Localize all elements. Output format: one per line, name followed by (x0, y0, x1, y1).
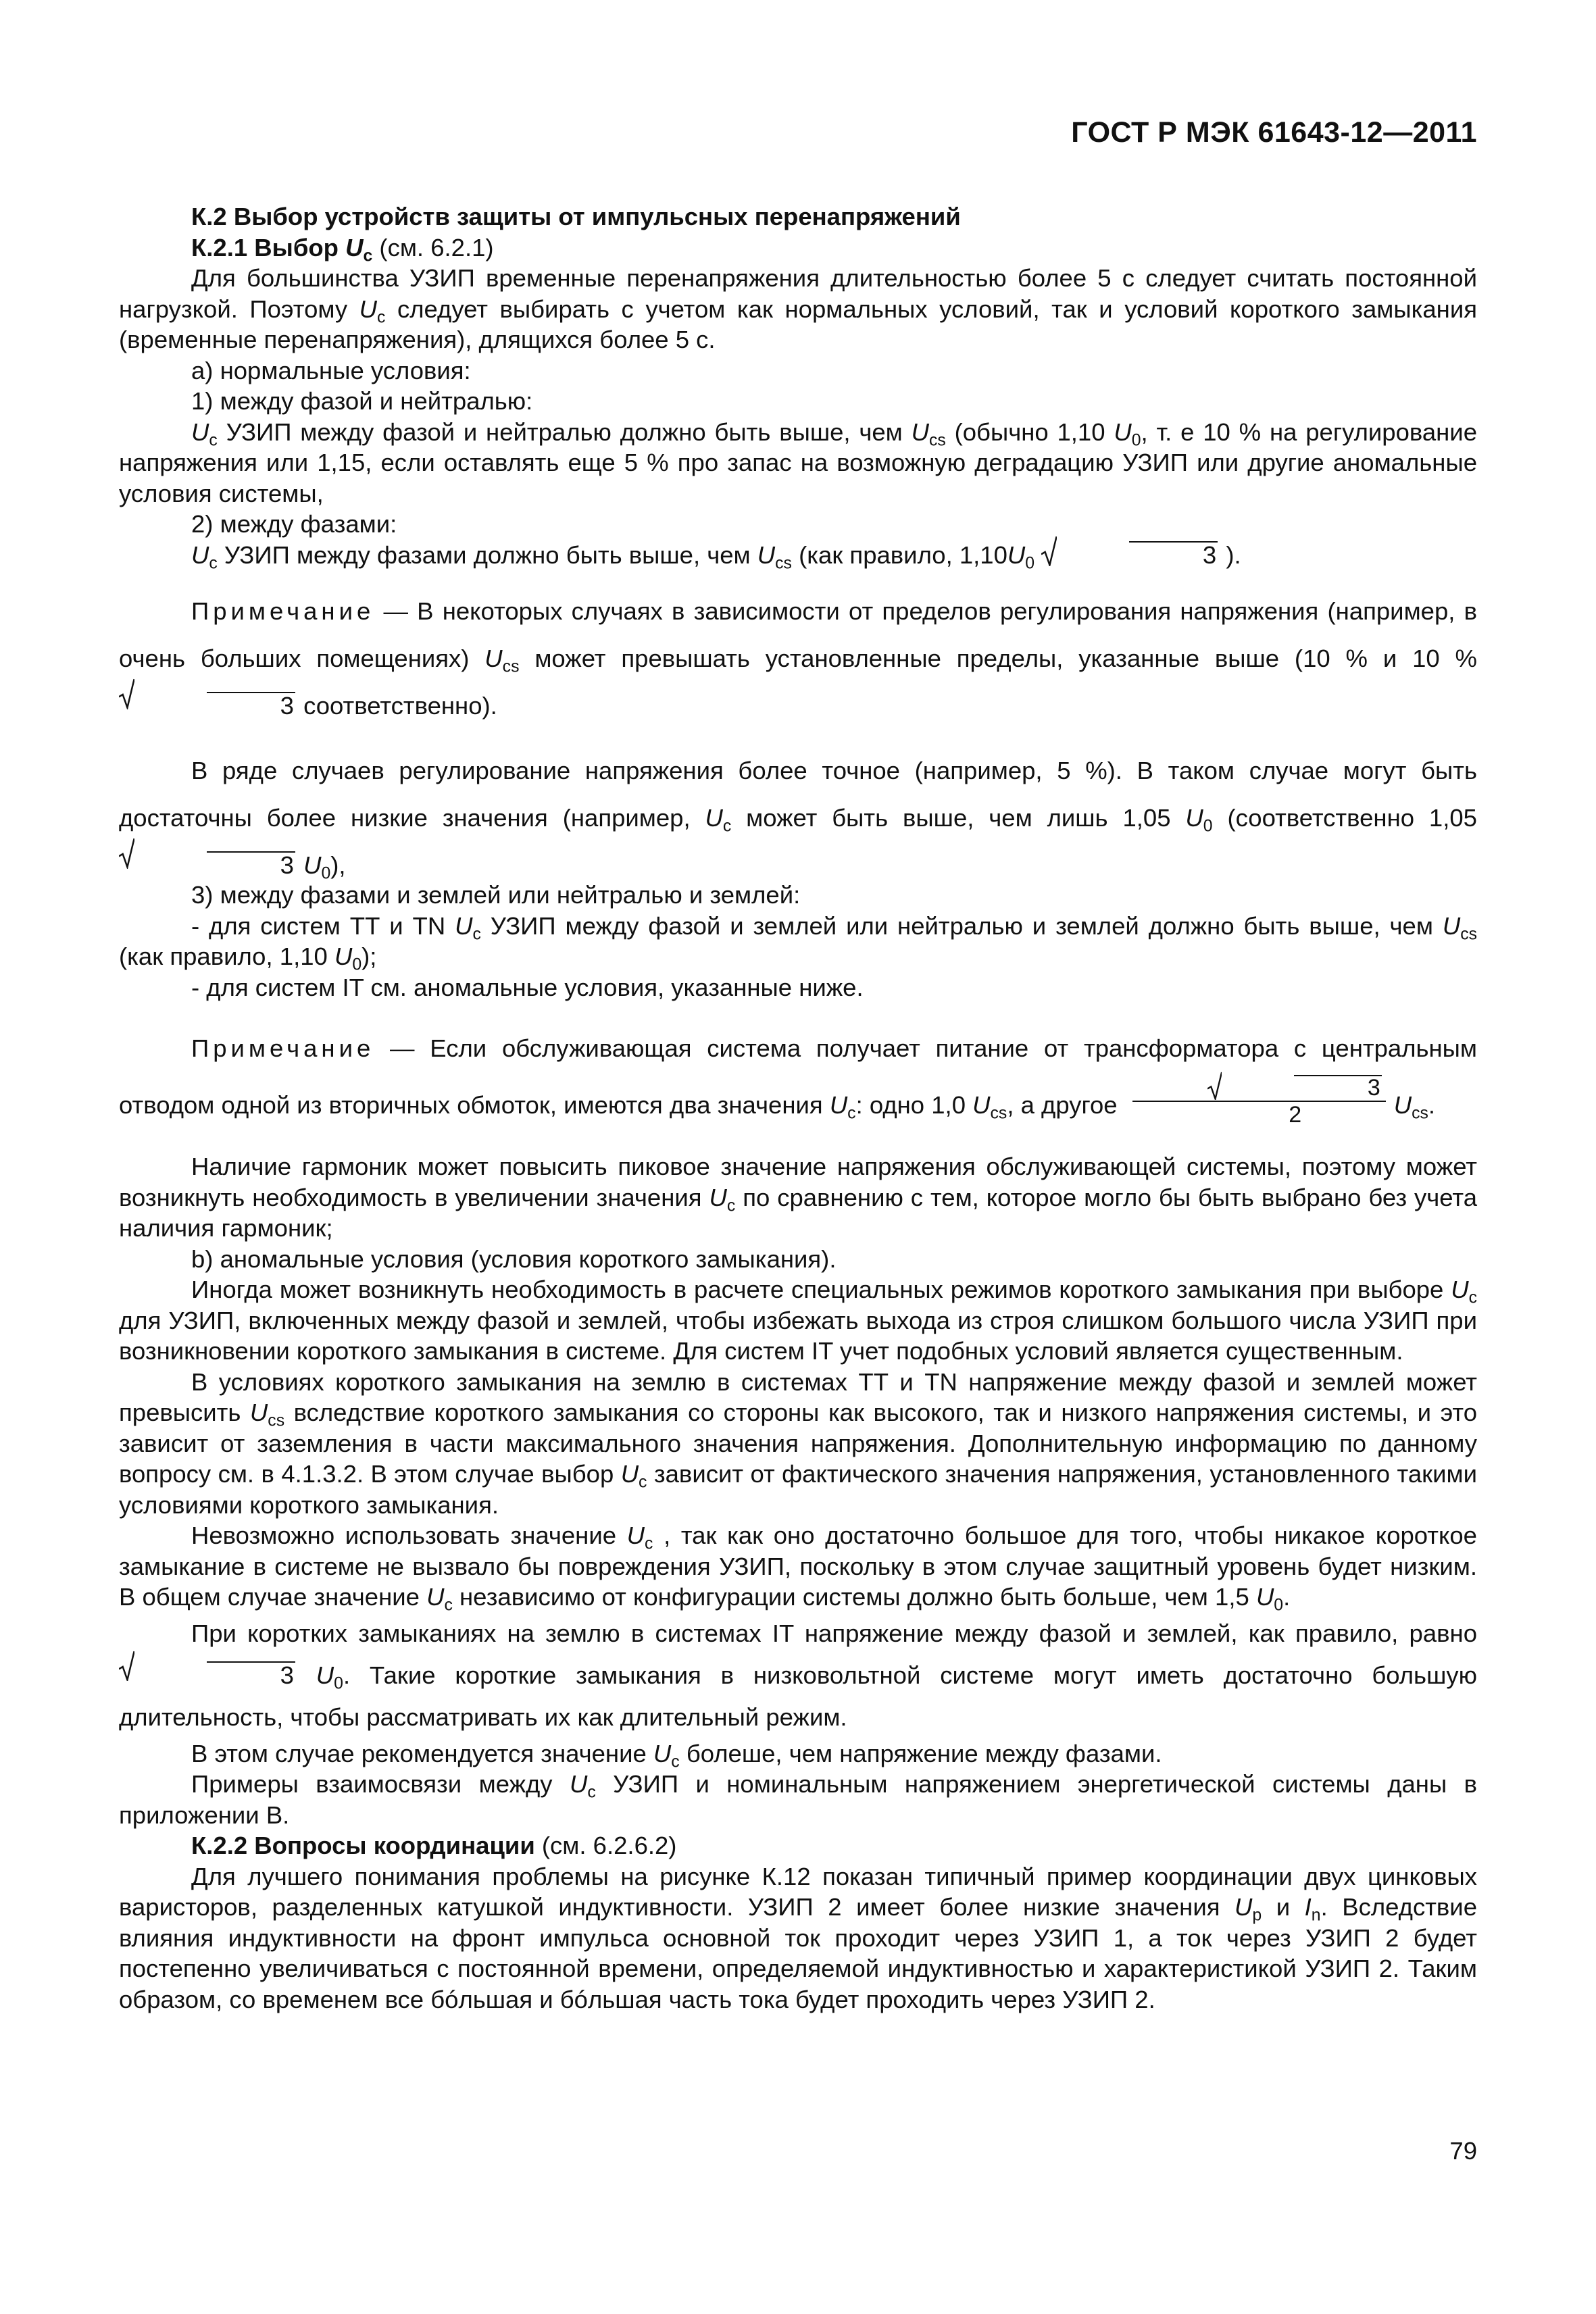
paragraph: Иногда может возникнуть необходимость в расчете специальных режимов короткого замыкания при выборе $U_c$ для УЗИП, включенных между фазой и землей, чтобы избежать выхода из строя слишком большого числа УЗИП при возникновении короткого замыкания в системе. Для систем IT учет подобных условий является существенным. (119, 1276, 1477, 1365)
note-label: Примечание (191, 597, 375, 625)
paragraph: $U_c$ УЗИП между фазами должно быть выше, чем $U_{cs}$ (как правило, $1,10U_0$ 3 ). (119, 540, 1477, 571)
sqrt-symbol: 3 (119, 842, 295, 889)
paragraph: Невозможно использовать значение $U_c$ , так как оно достаточно большое для того, чтобы никакое короткое замыкание в системе не вызвало бы повреждения УЗИП, поскольку в этом случае защитный уровень будет низким. В общем случае значение $U_c$ независимо от конфигурации системы должно быть больше, чем 1,5 $U_0$. (119, 1521, 1477, 1615)
paragraph: В этом случае рекомендуется значение $U_c$ болеше, чем напряжение между фазами. (191, 1739, 1162, 1771)
document-header: ГОСТ Р МЭК 61643-12—2011 (1071, 116, 1477, 149)
note-label: Примечание (191, 1034, 375, 1062)
list-item-3: 3) между фазами и землей или нейтралью и землей: (191, 881, 801, 909)
section-heading-k21: К.2.1 Выбор $U_c$ (см. 6.2.1) (191, 233, 494, 265)
list-item-b: b) аномальные условия (условия короткого замыкания). (191, 1244, 837, 1273)
list-item-a: а) нормальные условия: (191, 356, 471, 384)
sqrt-symbol: 3 (1041, 540, 1218, 571)
fraction-sqrt3-over-2: $\frac{3}{2}$ (1132, 1075, 1386, 1128)
list-item-2: 2) между фазами: (191, 510, 397, 538)
paragraph: Наличие гармоник может повысить пиковое значение напряжения обслуживающей системы, поэтому может возникнуть необходимость в увеличении значения $U_c$ по сравнению с тем, которое могло бы быть выбрано без учета наличия гармоник; (119, 1153, 1478, 1242)
page-content (119, 201, 1477, 2015)
list-item-1: 1) между фазой и нейтралью: (191, 387, 533, 415)
paragraph: - для систем IT см. аномальные условия, указанные ниже. (191, 973, 864, 1001)
section-heading-k2: К.2 Выбор устройств защиты от импульсных перенапряжений (191, 203, 961, 230)
sqrt-symbol: 3 (119, 682, 295, 730)
paragraph: Примеры взаимосвязи между $U_c$ УЗИП и номинальным напряжением энергетической системы даны в приложении В. (119, 1770, 1478, 1829)
note: Примечание — В некоторых случаях в зависимости от пределов регулирования напряжения (например, в очень больших помещениях) $U_{cs}$ может превышать установленные пределы, указанные выше (10 % и 10 % 3 соответственно). (119, 588, 1477, 730)
paragraph: $U_c$ УЗИП между фазой и нейтралью должно быть выше, чем $U_{cs}$ (обычно 1,10 $U_0$, т. е 10 % на регулирование напряжения или 1,15, если оставлять еще 5 % про запас на возможную деградацию УЗИП или другие аномальные условия системы, (119, 418, 1477, 507)
paragraph: В условиях короткого замыкания на землю в системах ТТ и TN напряжение между фазой и землей может превысить $U_{cs}$ вследствие короткого замыкания со стороны как высокого, так и низкого напряжения системы, и это зависит от заземления в части максимального значения напряжения. Дополнительную информацию по данному вопросу см. в 4.1.3.2. В этом случае выбор $U_c$ зависит от фактического значения напряжения, установленного такими условиями короткого замыкания. (119, 1367, 1477, 1519)
paragraph: - для систем ТТ и TN $U_c$ УЗИП между фазой и землей или нейтралью и землей должно быть выше, чем $U_{cs}$ (как правило, 1,10 $U_0$); (119, 911, 1477, 974)
note: Примечание — Если обслуживающая система получает питание от трансформатора с центральным отводом одной из вторичных обмоток, имеются два значения $U_c$: одно 1,0 $U_{cs}$, а другое $\frac{3}{2}$ $U_{cs}$. (119, 1034, 1477, 1128)
page-number: 79 (1449, 2137, 1477, 2165)
paragraph: Для лучшего понимания проблемы на рисунке К.12 показан типичный пример координации двух цинковых варисторов, разделенных катушкой индуктивности. УЗИП 2 имеет более низкие значения $U_p$ и $I_n$. Вследствие влияния индуктивности на фронт импульса основной ток проходит через УЗИП 1, а ток через УЗИП 2 будет постепенно увеличиваться с постоянной времени, определяемой индуктивностью и характеристикой УЗИП 2. Таким образом, со временем все бóльшая и бóльшая часть тока будет проходить через УЗИП 2. (119, 1862, 1477, 2013)
paragraph: При коротких замыканиях на землю в системах IT напряжение между фазой и землей, как правило, равно 3 $U_0$. Такие короткие замыкания в низковольтной системе могут иметь достаточно большую длительность, чтобы рассматривать их как длительный режим. (119, 1619, 1477, 1731)
paragraph: Для большинства УЗИП временные перенапряжения длительностью более 5 с следует считать постоянной нагрузкой. Поэтому $U_c$ следует выбирать с учетом как нормальных условий, так и условий короткого замыкания (временные перенапряжения), длящихся более 5 с. (119, 264, 1477, 353)
paragraph: В ряде случаев регулирование напряжения более точное (например, 5 %). В таком случае могут быть достаточны более низкие значения (например, $U_c$ может быть выше, чем лишь 1,05 $U_0$ (соответственно 1,05 3 $U_0$), (119, 747, 1477, 889)
sqrt-symbol: 3 (119, 1655, 295, 1696)
section-heading-k22: К.2.2 Вопросы координации (см. 6.2.6.2) (191, 1832, 677, 1859)
